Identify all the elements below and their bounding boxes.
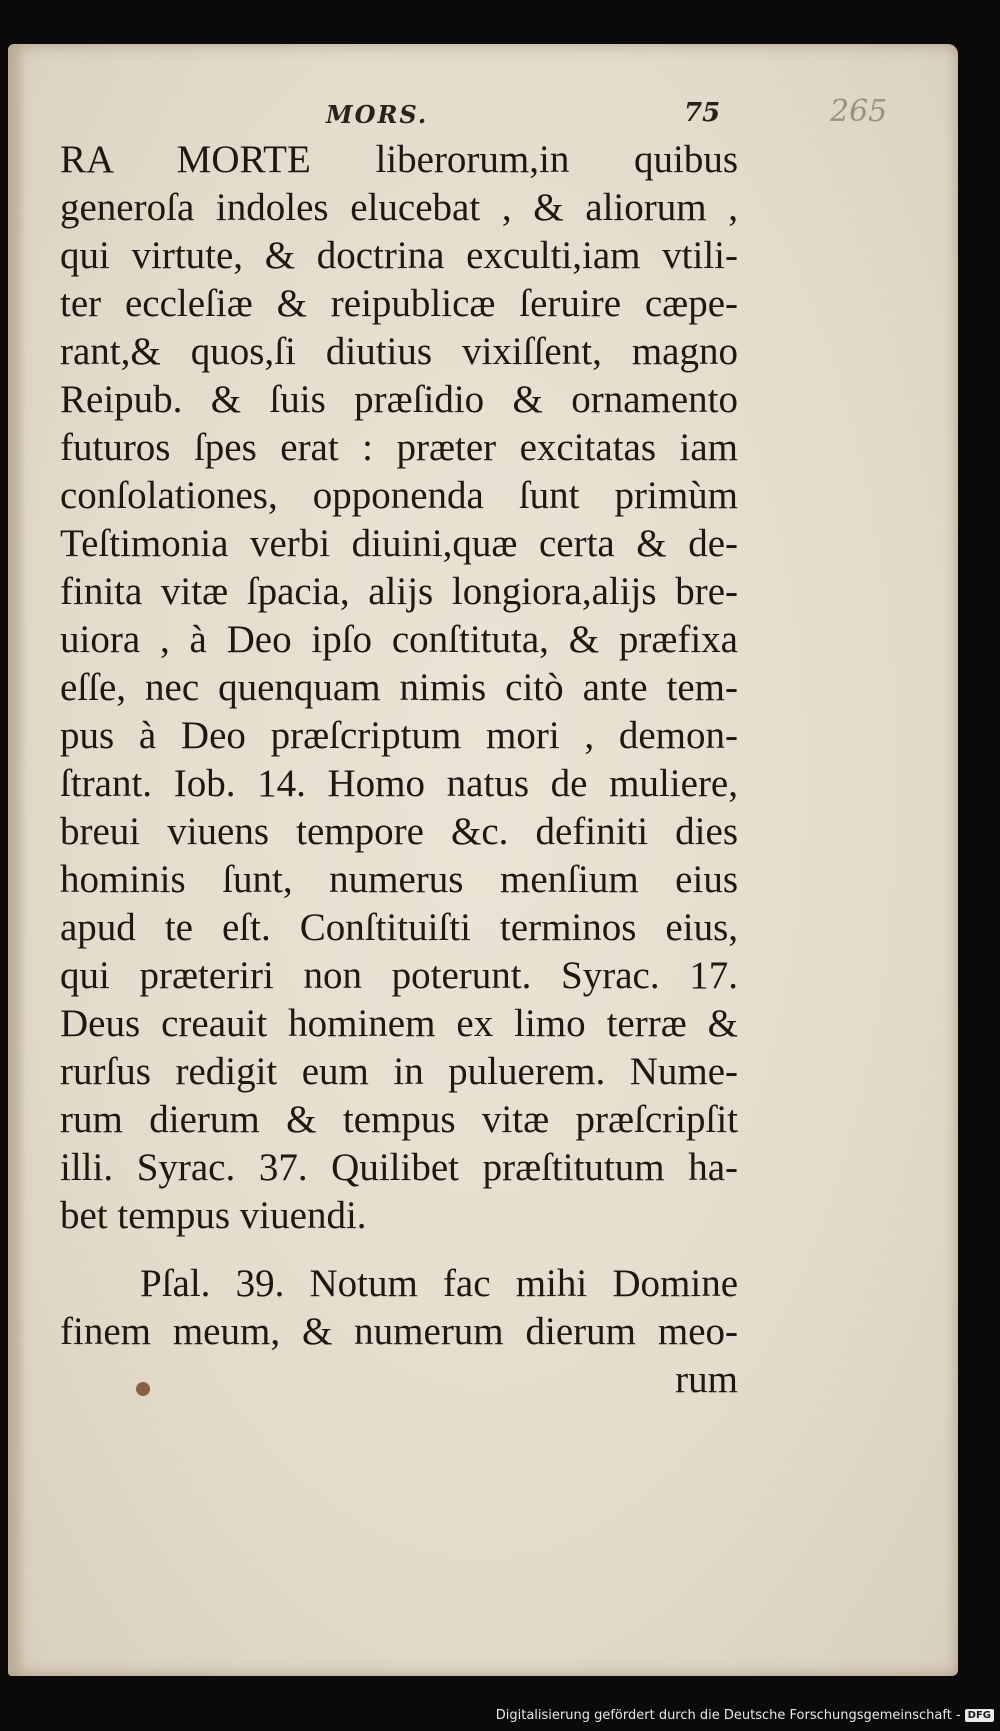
text-line: generoſa indoles elucebat , & aliorum , xyxy=(60,186,738,229)
text-line: illi. Syrac. 37. Quilibet præſtitutum ha- xyxy=(60,1146,738,1189)
ink-stain xyxy=(136,1382,150,1396)
text-line: futuros ſpes erat : præter excitatas iam xyxy=(60,426,738,469)
body-text xyxy=(60,136,738,1404)
text-line: eſſe, nec quenquam nimis citò ante tem- xyxy=(60,666,738,709)
text-line: qui præteriri non poterunt. Syrac. 17. xyxy=(60,954,738,997)
page-number: 75 xyxy=(684,98,721,128)
dfg-logo: DFG xyxy=(965,1709,994,1722)
text-line: rum dierum & tempus vitæ præſcripſit xyxy=(60,1098,738,1141)
text-line: finita vitæ ſpacia, alijs longiora,alijs bre- xyxy=(60,570,738,613)
text-line: breui viuens tempore &c. definiti dies xyxy=(60,810,738,853)
text-line: ſtrant. Iob. 14. Homo natus de muliere, xyxy=(60,762,738,805)
text-line: uiora , à Deo ipſo conſtituta, & præfixa xyxy=(60,618,738,661)
text-line: conſolationes, opponenda ſunt primùm xyxy=(60,474,738,517)
text-line: Pſal. 39. Notum fac mihi Domine xyxy=(140,1262,738,1305)
digitization-footer xyxy=(496,1705,994,1725)
text-line: rant,& quos,ſi diutius vixiſſent, magno xyxy=(60,330,738,373)
text-line: bet tempus viuendi. xyxy=(60,1194,367,1237)
book-page xyxy=(8,44,958,1676)
text-line: Teſtimonia verbi diuini,quæ certa & de- xyxy=(60,522,738,565)
text-line: qui virtute, & doctrina exculti,iam vtili- xyxy=(60,234,738,277)
pencil-annotation: 265 xyxy=(830,94,888,129)
text-line: apud te eſt. Conſtituiſti terminos eius, xyxy=(60,906,738,949)
text-line: RA MORTE liberorum,in quibus xyxy=(60,138,738,181)
page-header xyxy=(8,92,958,132)
text-line: pus à Deo præſcriptum mori , demon- xyxy=(60,714,738,757)
catchword: rum xyxy=(675,1358,738,1401)
text-line: Deus creauit hominem ex limo terræ & xyxy=(60,1002,738,1045)
text-line: ter eccleſiæ & reipublicæ ſeruire cæpe- xyxy=(60,282,738,325)
funding-credit: Digitalisierung gefördert durch die Deutsche Forschungsgemeinschaft - xyxy=(495,1707,961,1723)
text-line: hominis ſunt, numerus menſium eius xyxy=(60,858,738,901)
running-head: MORS. xyxy=(326,100,429,129)
text-line: rurſus redigit eum in puluerem. Nume- xyxy=(60,1050,738,1093)
page-gutter-shadow xyxy=(8,44,26,1676)
paragraph-gap xyxy=(60,1240,738,1260)
text-line: Reipub. & ſuis præſidio & ornamento xyxy=(60,378,738,421)
text-line: finem meum, & numerum dierum meo- xyxy=(60,1310,738,1353)
